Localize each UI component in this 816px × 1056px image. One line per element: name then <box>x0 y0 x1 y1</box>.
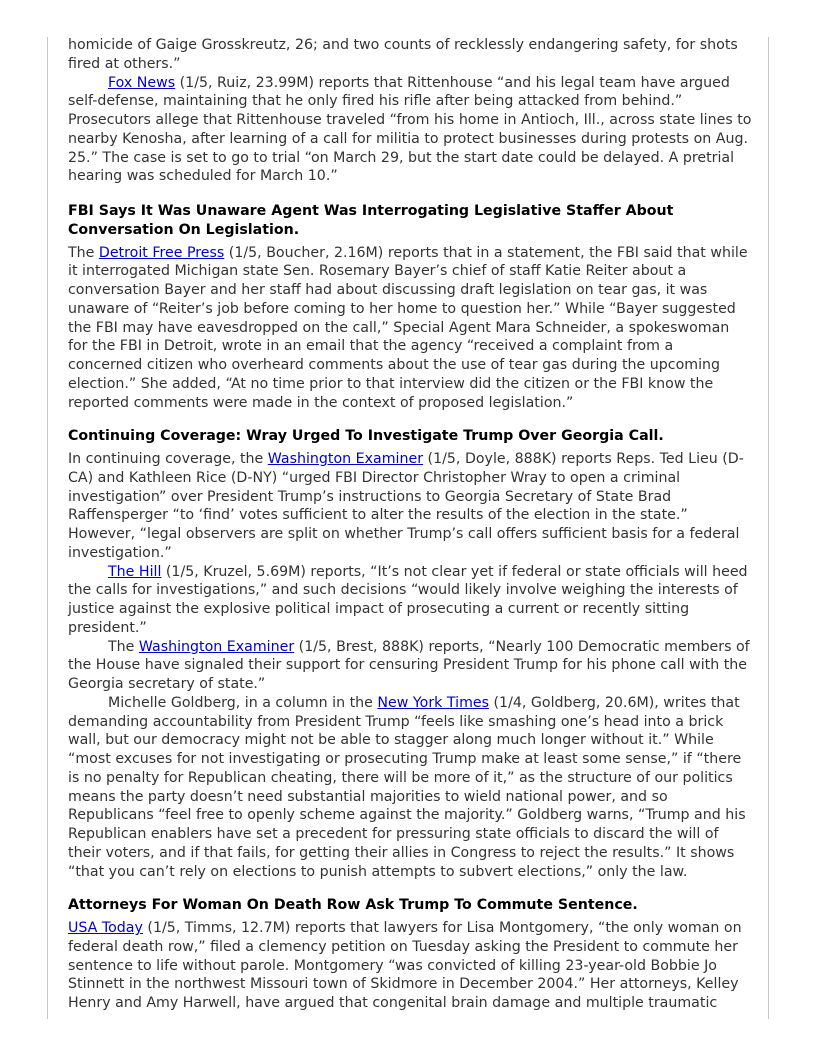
paragraph-text: (1/5, Ruiz, 23.99M) reports that Rittenhouse “and his legal team have argued self-defense, maintaining that he only fired his rifle after being attacked from behind.” Prosecutors allege that Rittenhouse traveled “from his home in Antioch, Ill., across state lines to nearby Kenosha, after learning of a call for militia to protect businesses during protests on Aug. 25.” The case is set to go to trial “on March 29, but the start date could be delayed. A pretrial hearing was scheduled for March 10.” <box>68 74 752 185</box>
paragraph-lead: In continuing coverage, the <box>68 451 268 467</box>
fox-news-link[interactable]: Fox News <box>108 74 176 91</box>
usa-today-link[interactable]: USA Today <box>68 920 143 936</box>
paragraph-text: (1/5, Kruzel, 5.69M) reports, “It’s not clear yet if federal or state officials will heed the calls for investigations,” and such decisions “would likely involve weighing the interests of justice against the explosive political impact of prosecuting a current or recently sitting president.” <box>68 563 748 636</box>
washington-examiner-link[interactable]: Washington Examiner <box>267 451 424 467</box>
fox-news-paragraph <box>68 74 752 187</box>
paragraph-lead: The <box>68 244 99 261</box>
wray-paragraph-2 <box>68 563 752 638</box>
death-row-paragraph <box>68 919 752 1013</box>
paragraph-text: (1/5, Brest, 888K) reports, “Nearly 100 Democratic members of the House have signaled their support for censuring President Trump for his phone call with the Georgia secretary of state.” <box>68 638 750 692</box>
fbi-headline: FBI Says It Was Unaware Agent Was Interrogating Legislative Staffer About Conversation On Legislation. <box>68 203 674 238</box>
paragraph-text: (1/4, Goldberg, 20.6M), writes that demanding accountability from President Trump “feels like smashing one’s head into a brick wall, but our democracy might not be able to stagger along much longer without it.” While “most excuses for not investigating or prosecuting Trump make at least some sense,” if “there is no penalty for Republican cheating, there will be more of it,” as the structure of our politics means the party doesn’t need substantial majorities to wield national power, and so Republicans “feel free to openly scheme against the majority.” Goldberg warns, “Trump and his Republican enablers have set a precedent for pressuring state officials to discard the will of their voters, and if that fails, for getting their allies in Congress to reject the results.” It shows “that you can’t rely on elections to punish attempts to subvert elections,” only the law. <box>68 694 746 880</box>
paragraph-text: (1/5, Boucher, 2.16M) reports that in a statement, the FBI said that while it interrogated Michigan state Sen. Rosemary Bayer’s chief of staff Katie Reiter about a conversation Bayer and her staff had about discussing draft legislation on tear gas, it was unaware of “Reiter’s job before coming to her home to question her.” While “Bayer suggested the FBI may have eavesdropped on the call,” Special Agent Mara Schneider, a spokeswoman for the FBI in Detroit, wrote in an email that the agency “received a complaint from a concerned citizen who overheard comments about the use of tear gas during the upcoming election.” She added, “At no time prior to that interview did the citizen or the FBI know the reported comments were made in the context of proposed legislation.” <box>68 244 748 411</box>
washington-examiner-link-2[interactable]: Washington Examiner <box>138 638 295 655</box>
detroit-free-press-link[interactable]: Detroit Free Press <box>98 244 225 261</box>
paragraph-text: (1/5, Doyle, 888K) reports Reps. Ted Lieu (D-CA) and Kathleen Rice (D-NY) “urged FBI Director Christopher Wray to open a criminal investigation” over President Trump’s instructions to Georgia Secretary of State Brad Raffensperger “to ‘find’ votes sufficient to alter the results of the election in the state.” However, “legal observers are split on whether Trump’s call offers sufficient basis for a federal investigation.” <box>68 451 744 561</box>
wray-paragraph-3 <box>68 638 752 694</box>
document-body <box>68 36 752 1013</box>
new-york-times-link[interactable]: New York Times <box>377 694 490 711</box>
fbi-paragraph <box>68 244 752 413</box>
death-row-headline: Attorneys For Woman On Death Row Ask Trump To Commute Sentence. <box>68 897 638 914</box>
the-hill-link[interactable]: The Hill <box>108 563 162 580</box>
paragraph-lead: The <box>108 638 139 655</box>
paragraph-text: homicide of Gaige Grosskreutz, 26; and two counts of recklessly endangering safety, for shots fired at others.” <box>68 37 738 72</box>
right-margin-rule <box>768 37 769 1019</box>
left-margin-rule <box>47 37 48 1019</box>
paragraph-lead: Michelle Goldberg, in a column in the <box>108 694 378 711</box>
wray-headline: Continuing Coverage: Wray Urged To Investigate Trump Over Georgia Call. <box>68 428 664 445</box>
paragraph-text: (1/5, Timms, 12.7M) reports that lawyers for Lisa Montgomery, “the only woman on federal death row,” filed a clemency petition on Tuesday asking the President to commute her sentence to life without parole. Montgomery “was convicted of killing 23-year-old Bobbie Jo Stinnett in the northwest Missouri town of Skidmore in December 2004.” Her attorneys, Kelley Henry and Amy Harwell, have argued that congenital brain damage and multiple traumatic <box>68 920 742 1011</box>
continued-paragraph <box>68 36 752 74</box>
wray-paragraph-1 <box>68 450 752 563</box>
wray-paragraph-4 <box>68 694 752 882</box>
